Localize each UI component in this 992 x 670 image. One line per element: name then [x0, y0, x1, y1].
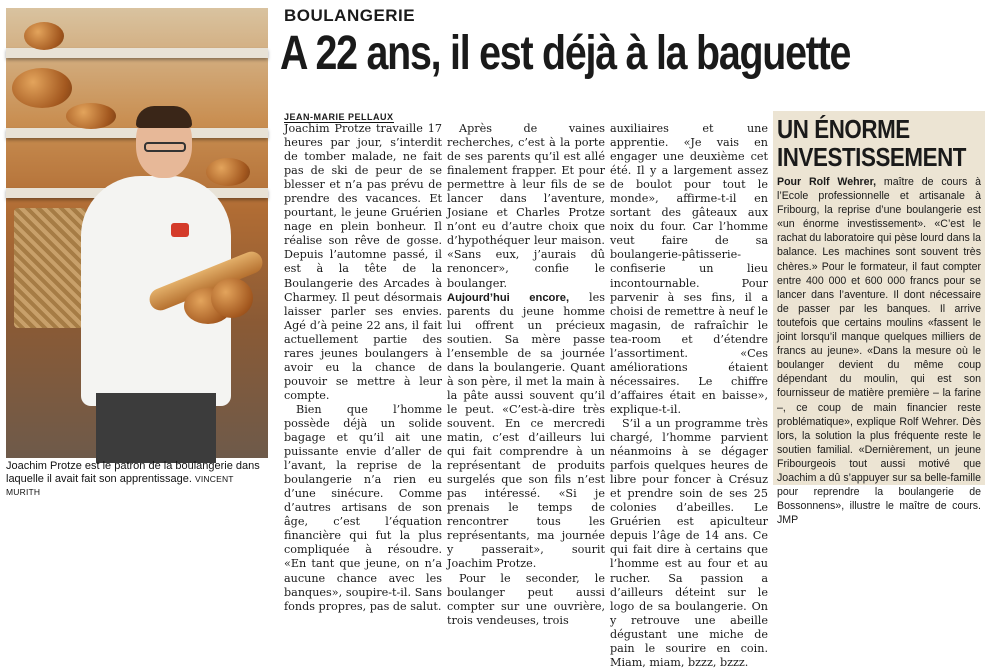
bakery-logo-badge [171, 223, 189, 237]
bread-loaf [206, 158, 250, 186]
sidebar-title: UN ÉNORME INVESTISSEMENT [777, 114, 967, 172]
paragraph: Après de vaines recherches, c’est à la porte de ses parents qu’il est allé finalement frapper. Et pour permettre à leur fils de se lancer dans l’aventure, Josiane et Charles Protze n’ont eu d’autre choix que d’hypothéquer leur maison. «Sans eux, j’aurais dû renoncer», confie le boulanger. [447, 122, 605, 290]
paragraph: auxiliaires et une apprentie. «Je vais en engager une deuxième cet été. Il y a largement assez de boulot pour tout le monde», affirme-t-il en sortant des gâteaux aux noix du four. Car l’homme veut faire de sa boulangerie-pâtisserie-confiserie un lieu incontournable. Pour parvenir à ses fins, il a choisi de remettre à neuf le magasin, de rafraîchir le tea-room et d’étendre l’assortiment. «Ces améliorations étaient nécessaires. Le chiffre d’affaires était en baisse», explique-t-il. [610, 122, 768, 416]
sidebar-text: Pour Rolf Wehrer, maître de cours à l’Ecole professionnelle et artisanale à Fribourg, la reprise d’une boulangerie est «un énorme investissement». «C’est le rachat du laboratoire qui pèse lourd dans la balance. Les machines sont souvent très chères.» Pour le formateur, il faut compter entre 400 000 et 600 000 francs pour se lancer dans l’aventure. Il dont nécessaire de passer par les banques. Il arrive toutefois que certains moulins «fassent le joint lorsqu’il manque quelques milliers de francs au jeune». «Dans la mesure où le boulanger devient du même coup dépendant du moulin, qui est son fournisseur de matière première – la farine –, ce coup de main financier reste problématique», explique Rolf Wehrer. Dès lors, la solution la plus fréquente reste le soutien familial. «Dernièrement, un jeune Fribourgeois tout aussi motivé que Joachim a dû s’appuyer sur sa belle-famille pour reprendre la boulangerie de Bossonnens», illustre le maître de cours. JMP [777, 176, 981, 527]
bread-loaf [66, 103, 116, 129]
section-rubric: BOULANGERIE [284, 6, 416, 25]
article-column-2 [447, 122, 605, 627]
bread-basket [14, 208, 86, 328]
bread-loaf [12, 68, 72, 108]
article-column-1 [284, 122, 442, 613]
baker-glasses [144, 142, 186, 152]
photo-credit: VINCENT MURITH [6, 474, 234, 497]
paragraph: Joachim Protze travaille 17 heures par jour, s’interdit de tomber malade, ne fait pas de ski de peur de se blesser et n’a pas prévu de prendre des vacances. Et pourtant, le jeune Gruérien nage en plein bonheur. Il réalise son rêve de gosse. Depuis l’automne passé, il est à la tête de la Boulangerie des Arcades à Charmey. Il peut désormais laisser parler ses envies. Agé d’à peine 22 ans, il fait actuellement partie des rares jeunes boulangers à avoir eu la chance de pouvoir se mettre à leur compte. [284, 122, 442, 402]
paragraph: Bien que l’homme possède déjà un solide bagage et qu’il ait une puissante envie d’aller de l’avant, la reprise de la boulangerie n’a rien eu d’une sinécure. Comme d’autres artisans de son âge, c’est l’équation financière qui fut la plus compliquée à résoudre. «En tant que jeune, on n’a aucune chance avec les banques», soupire-t-il. Sans fonds propres, pas de salut. [284, 402, 442, 613]
byline: JEAN-MARIE PELLAUX [284, 112, 394, 122]
paragraph: Aujourd’hui encore, les parents du jeune homme lui offrent un précieux soutien. Sa mère passe l’ensemble de sa journée dans la boulangerie. Quant à son père, il met la main à la pâte aussi souvent qu’il le peut. «C’est-à-dire très souvent. En ce mercredi matin, c’est d’ailleurs lui qui fait comprendre à un représentant de produits surgelés que son fils n’est pas intéressé. «Si je prenais le temps de rencontrer tous les représentants, ma journée y passerait», sourit Joachim Protze. [447, 290, 605, 571]
bread-loaf [24, 22, 64, 50]
sidebar-box [773, 111, 985, 527]
bread-loaf [211, 278, 253, 318]
caption-text: Joachim Protze est le patron de la boulangerie dans laquelle il avait fait son apprentissage. [6, 460, 260, 485]
paragraph: Pour le seconder, le boulanger peut aussi compter sur une ouvrière, trois vendeuses, trois [447, 571, 605, 627]
headline: A 22 ans, il est déjà à la baguette [280, 27, 851, 80]
baker-legs [96, 393, 216, 463]
article-column-3 [610, 122, 768, 669]
article-photo [6, 8, 268, 458]
baker-hair [136, 106, 192, 128]
paragraph: S’il a un programme très chargé, l’homme parvient néanmoins à se dégager parfois quelques heures de libre pour foncer à Crésuz et prendre soin de ses 25 colonies d’abeilles. Le Gruérien est apiculteur depuis l’âge de 14 ans. Ce qui fait dire à certains que l’homme est au four et au rucher. Sa passion a d’ailleurs déteint sur le logo de sa boulangerie. On y retrouve une abeille dégustant une miche de pain le sourire en coin. Miam, miam, bzzz, bzzz. [610, 416, 768, 669]
photo-caption [6, 460, 268, 499]
